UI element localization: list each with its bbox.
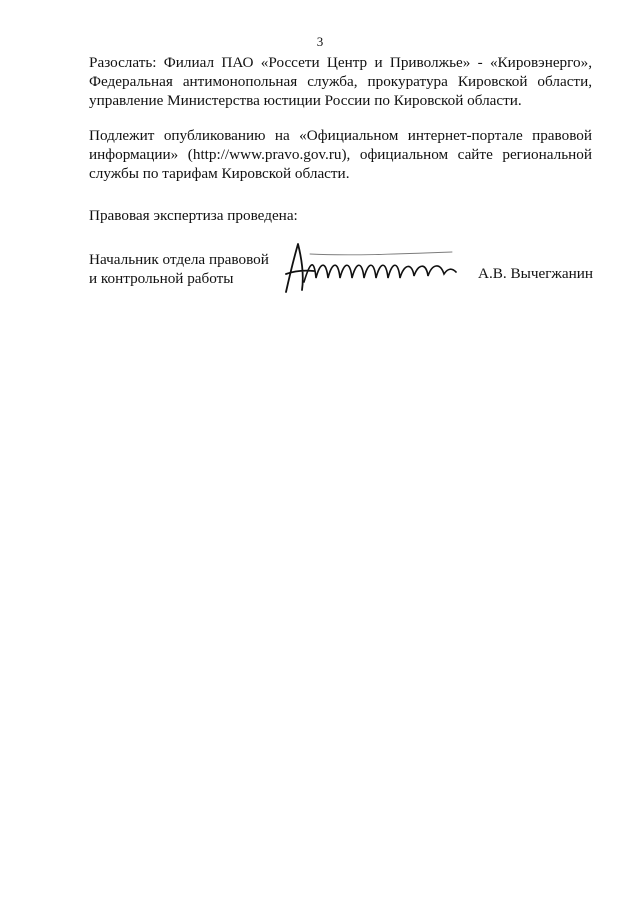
signatory-position-line: и контрольной работы [89,270,234,287]
distribution-line: Разослать: Филиал ПАО «Россети Центр и Приволжье» - «Кировэнерго», [89,54,592,71]
publication-line: Подлежит опубликованию на «Официальном интернет-портале правовой [89,127,592,144]
publication-line: службы по тарифам Кировской области. [89,165,350,182]
handwritten-signature [280,238,460,300]
page-number: 3 [316,34,324,49]
publication-paragraph [89,126,592,183]
distribution-list-paragraph [89,53,592,110]
distribution-line: Федеральная антимонопольная служба, прокуратура Кировской области, [89,73,592,90]
signatory-position-line: Начальник отдела правовой [89,251,269,268]
publication-line: информации» (http://www.pravo.gov.ru), официальном сайте региональной [89,146,592,163]
legal-expertise-note: Правовая экспертиза проведена: [89,207,298,224]
signer-name: А.В. Вычегжанин [478,265,594,282]
signatory-position [89,250,269,288]
distribution-line: управление Министерства юстиции России по Кировской области. [89,92,522,109]
